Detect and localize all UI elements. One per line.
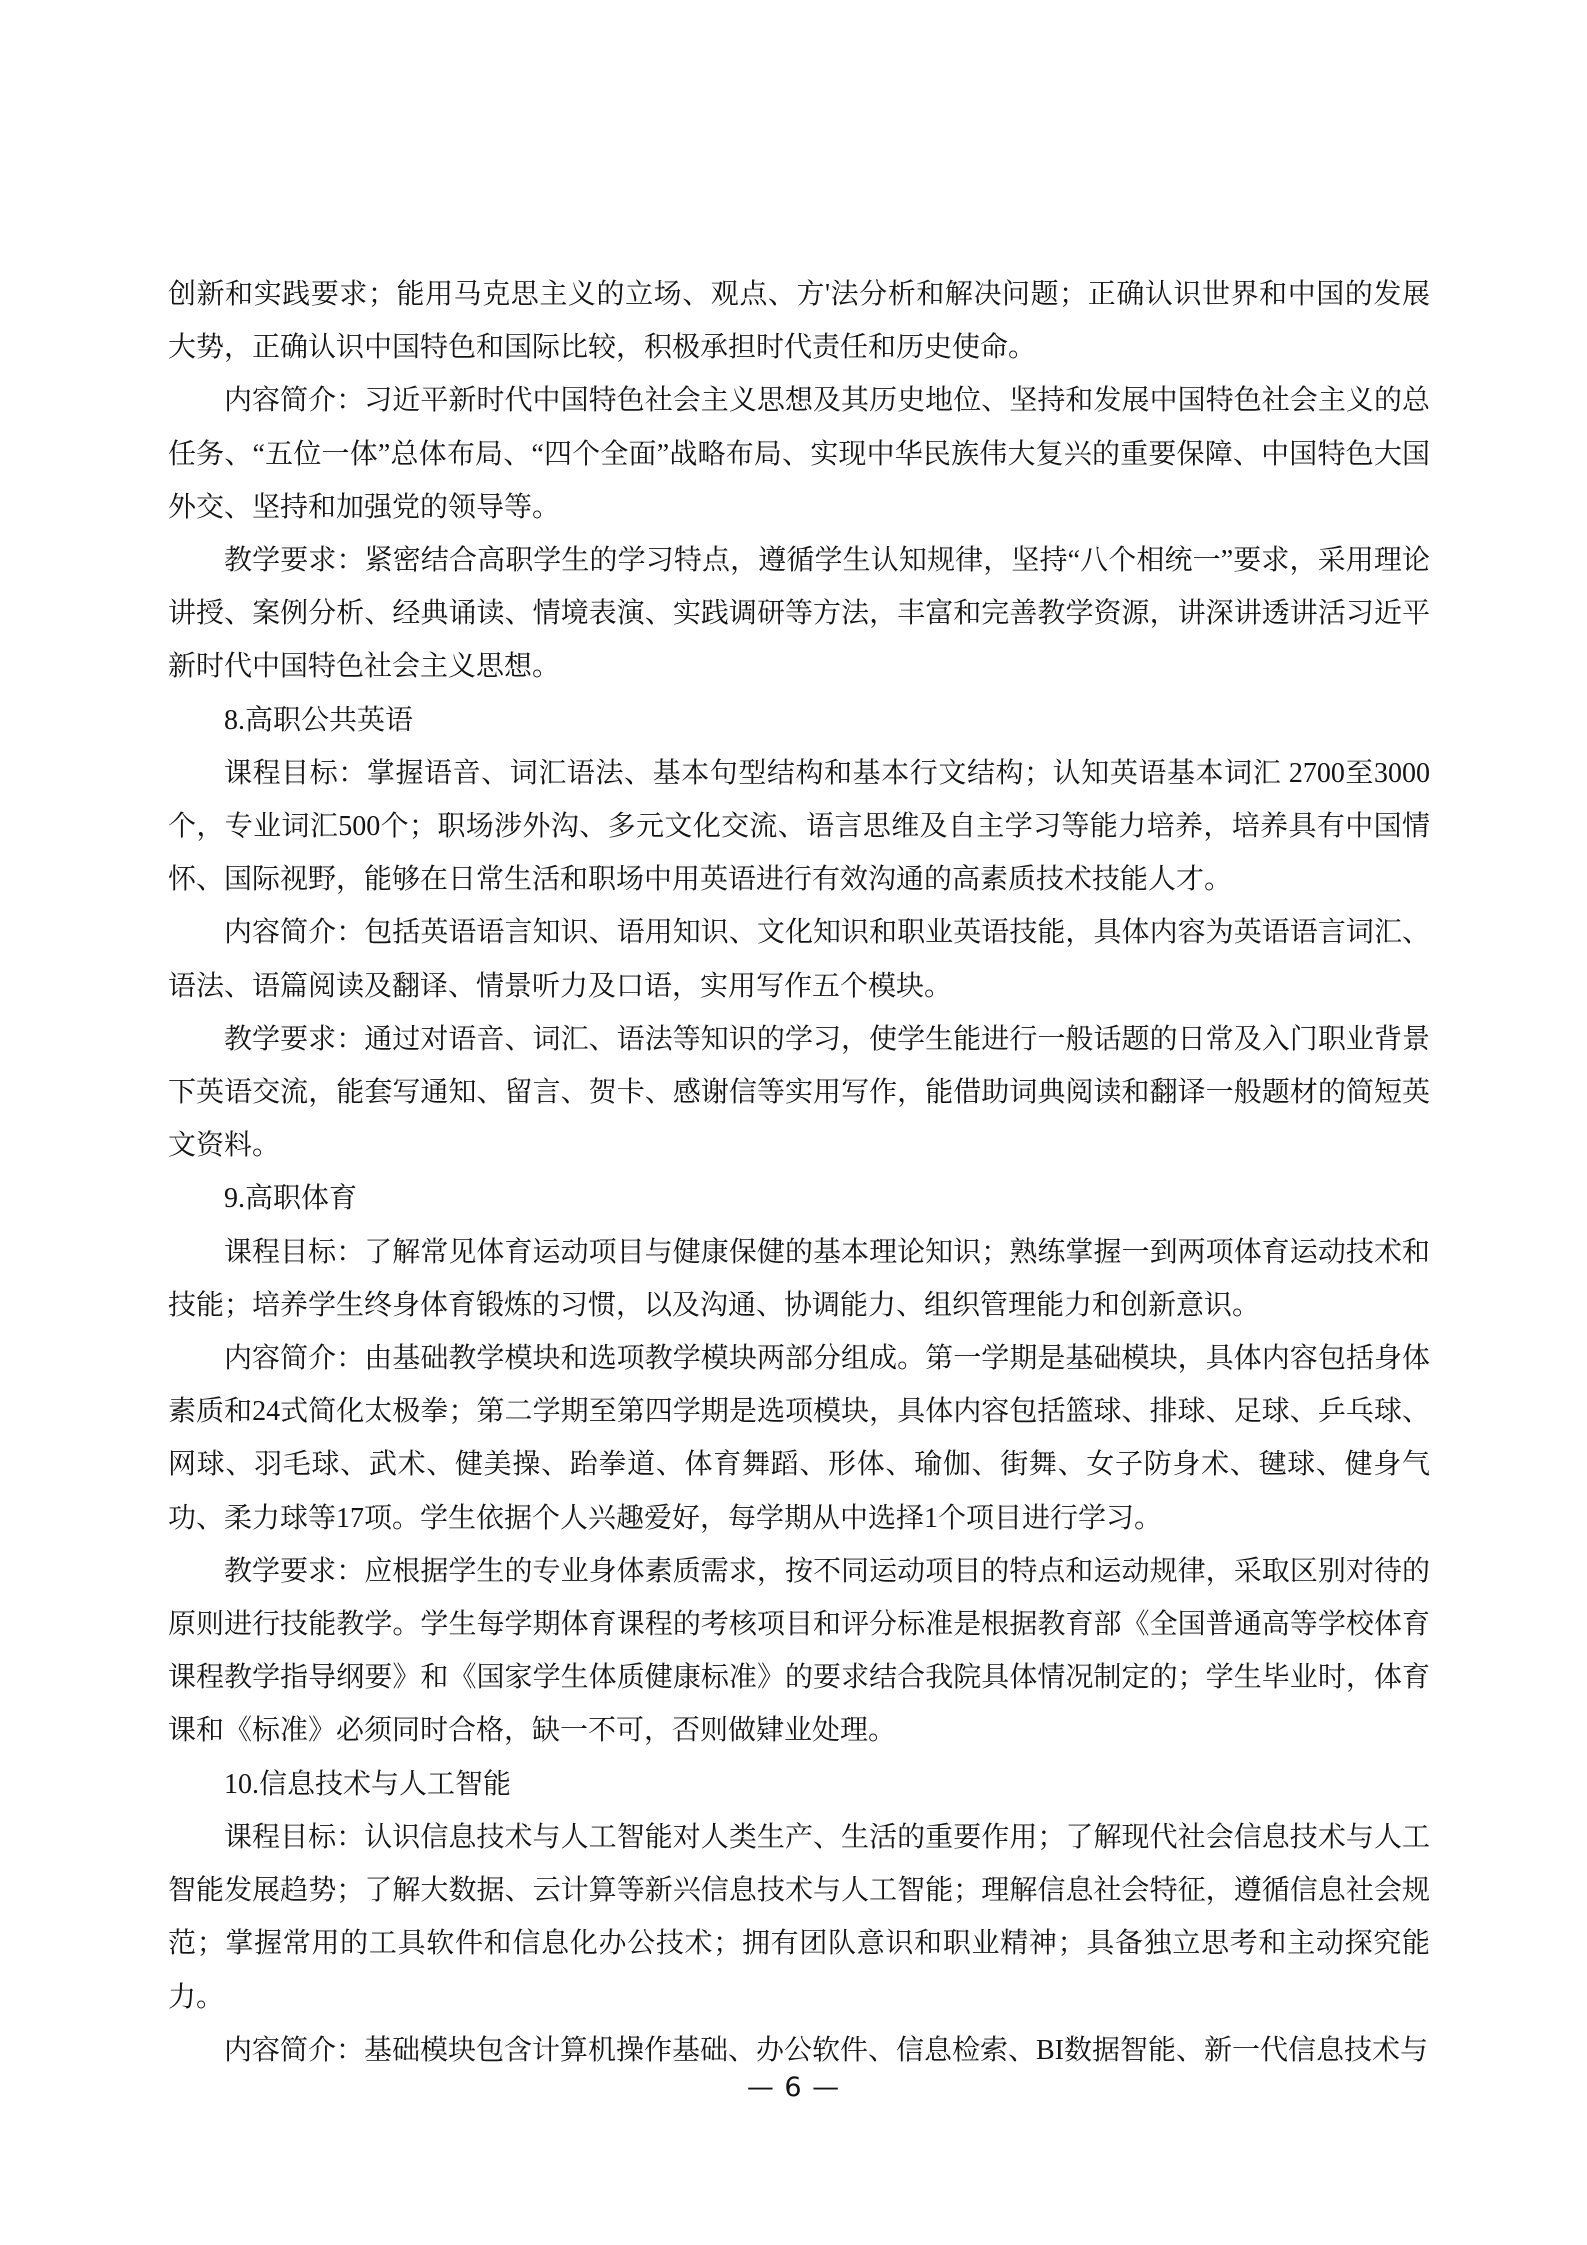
document-body	[168, 268, 1430, 2077]
paragraph: 教学要求：紧密结合高职学生的学习特点，遵循学生认知规律，坚持“八个相统一”要求，采用理论讲授、案例分析、经典诵读、情境表演、实践调研等方法，丰富和完善教学资源，讲深讲透讲活习近平新时代中国特色社会主义思想。	[168, 545, 1430, 683]
paragraph: 创新和实践要求；能用马克思主义的立场、观点、方'法分析和解决问题；正确认识世界和中国的发展大势，正确认识中国特色和国际比较，积极承担时代责任和历史使命。	[168, 279, 1430, 364]
paragraph: 内容简介：基础模块包含计算机操作基础、办公软件、信息检索、BI数据智能、新一代信息技术与	[224, 2034, 1429, 2066]
page-footer	[0, 2072, 1587, 2103]
section-heading: 8.高职公共英语	[224, 704, 414, 736]
paragraph: 课程目标：认识信息技术与人工智能对人类生产、生活的重要作用；了解现代社会信息技术与人工智能发展趋势；了解大数据、云计算等新兴信息技术与人工智能；理解信息社会特征，遵循信息社会规范；掌握常用的工具软件和信息化办公技术；拥有团队意识和职业精神；具备独立思考和主动探究能力。	[168, 1821, 1430, 2013]
paragraph: 内容简介：由基础教学模块和选项教学模块两部分组成。第一学期是基础模块，具体内容包括身体素质和24式简化太极拳；第二学期至第四学期是选项模块，具体内容包括篮球、排球、足球、乒乓球、网球、羽毛球、武术、健美操、跆拳道、体育舞蹈、形体、瑜伽、街舞、女子防身术、毽球、健身气功、柔力球等17项。学生依据个人兴趣爱好，每学期从中选择1个项目进行学习。	[168, 1343, 1430, 1534]
section-heading: 9.高职体育	[224, 1183, 358, 1215]
paragraph: 课程目标：了解常见体育运动项目与健康保健的基本理论知识；熟练掌握一到两项体育运动技术和技能；培养学生终身体育锻炼的习惯，以及沟通、协调能力、组织管理能力和创新意识。	[168, 1236, 1430, 1321]
paragraph: 课程目标：掌握语音、词汇语法、基本句型结构和基本行文结构；认知英语基本词汇 2700至3000 个，专业词汇500个；职场涉外沟、多元文化交流、语言思维及自主学习等能力培养，培养具有中国情怀、国际视野，能够在日常生活和职场中用英语进行有效沟通的高素质技术技能人才。	[168, 757, 1430, 896]
paragraph: 内容简介：习近平新时代中国特色社会主义思想及其历史地位、坚持和发展中国特色社会主义的总任务、“五位一体”总体布局、“四个全面”战略布局、实现中华民族伟大复兴的重要保障、中国特色大国外交、坚持和加强党的领导等。	[168, 385, 1430, 523]
paragraph: 教学要求：应根据学生的专业身体素质需求，按不同运动项目的特点和运动规律，采取区别对待的原则进行技能教学。学生每学期体育课程的考核项目和评分标准是根据教育部《全国普通高等学校体育课程教学指导纲要》和《国家学生体质健康标准》的要求结合我院具体情况制定的；学生毕业时，体育课和《标准》必须同时合格，缺一不可，否则做肄业处理。	[168, 1555, 1430, 1747]
paragraph: 教学要求：通过对语音、词汇、语法等知识的学习，使学生能进行一般话题的日常及入门职业背景下英语交流，能套写通知、留言、贺卡、感谢信等实用写作，能借助词典阅读和翻译一般题材的简短英文资料。	[168, 1023, 1430, 1162]
paragraph: 内容简介：包括英语语言知识、语用知识、文化知识和职业英语技能，具体内容为英语语言词汇、语法、语篇阅读及翻译、情景听力及口语，实用写作五个模块。	[168, 917, 1430, 1002]
page-number: — 6 —	[746, 2072, 841, 2103]
section-heading: 10.信息技术与人工智能	[224, 1768, 512, 1800]
